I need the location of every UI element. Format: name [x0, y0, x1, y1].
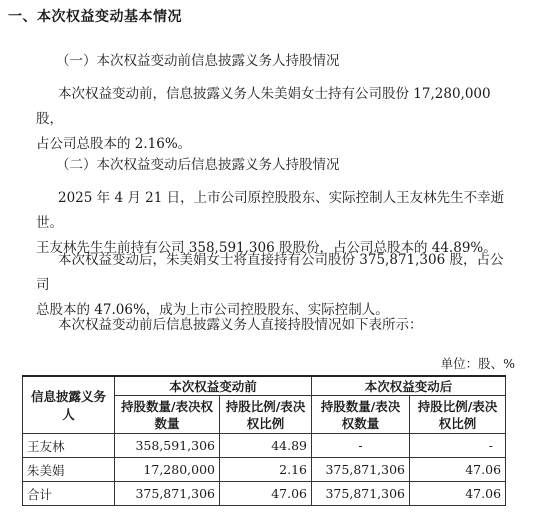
paragraph-table-intro: [36, 313, 516, 338]
cell-after-qty: -: [312, 434, 410, 458]
cell-after-qty: 375,871,306: [312, 482, 410, 506]
paragraph-line: 本次权益变动前后信息披露义务人直接持股情况如下表所示：: [58, 317, 423, 333]
header-after-qty: 持股数量/表决权数量: [312, 396, 410, 434]
section-title: 一、本次权益变动基本情况: [8, 9, 182, 25]
unit-label: 单位：股、%: [440, 356, 515, 371]
cell-before-pct: 2.16: [220, 458, 312, 482]
cell-after-pct: -: [410, 434, 506, 458]
holdings-table: [22, 375, 506, 506]
cell-after-pct: 47.06: [410, 482, 506, 506]
table-row-total: [23, 482, 506, 506]
header-group-after: 本次权益变动后: [312, 376, 506, 396]
cell-before-qty: 375,871,306: [115, 482, 220, 506]
table-row: [23, 434, 506, 458]
table-row: [23, 458, 506, 482]
paragraph-after-holdings: [36, 248, 516, 323]
header-owner: 信息披露义务人: [23, 376, 115, 434]
header-after-pct: 持股比例/表决权比例: [410, 396, 506, 434]
cell-before-pct: 44.89: [220, 434, 312, 458]
paragraph-before-holdings: [36, 82, 516, 157]
header-before-qty: 持股数量/表决权数量: [115, 396, 220, 434]
cell-after-pct: 47.06: [410, 458, 506, 482]
paragraph-line: 本次权益变动前，信息披露义务人朱美娟女士持有公司股份 17,280,000 股，: [36, 86, 491, 127]
cell-before-qty: 17,280,000: [115, 458, 220, 482]
subsection-title-after: （二）本次权益变动后信息披露义务人持股情况: [56, 157, 340, 173]
cell-owner-name: 朱美娟: [23, 458, 115, 482]
cell-after-qty: 375,871,306: [312, 458, 410, 482]
paragraph-line: 占公司总股本的 2.16%。: [36, 136, 192, 152]
cell-before-qty: 358,591,306: [115, 434, 220, 458]
cell-before-pct: 47.06: [220, 482, 312, 506]
paragraph-line: 2025 年 4 月 21 日，上市公司原控股股东、实际控制人王友林先生不幸逝世。: [36, 190, 505, 231]
header-before-pct: 持股比例/表决权比例: [220, 396, 312, 434]
subsection-title-before: （一）本次权益变动前信息披露义务人持股情况: [56, 53, 340, 69]
paragraph-line: 总股本的 47.06%，成为上市公司控股股东、实际控制人。: [36, 302, 389, 318]
cell-owner-name: 王友林: [23, 434, 115, 458]
header-group-before: 本次权益变动前: [115, 376, 312, 396]
cell-owner-name: 合计: [23, 482, 115, 506]
paragraph-line: 本次权益变动后，朱美娟女士将直接持有公司股份 375,871,306 股，占公司: [36, 252, 504, 293]
paragraph-line: 王友林先生生前持有公司 358,591,306 股股份，占公司总股本的 44.89%。: [36, 240, 497, 256]
